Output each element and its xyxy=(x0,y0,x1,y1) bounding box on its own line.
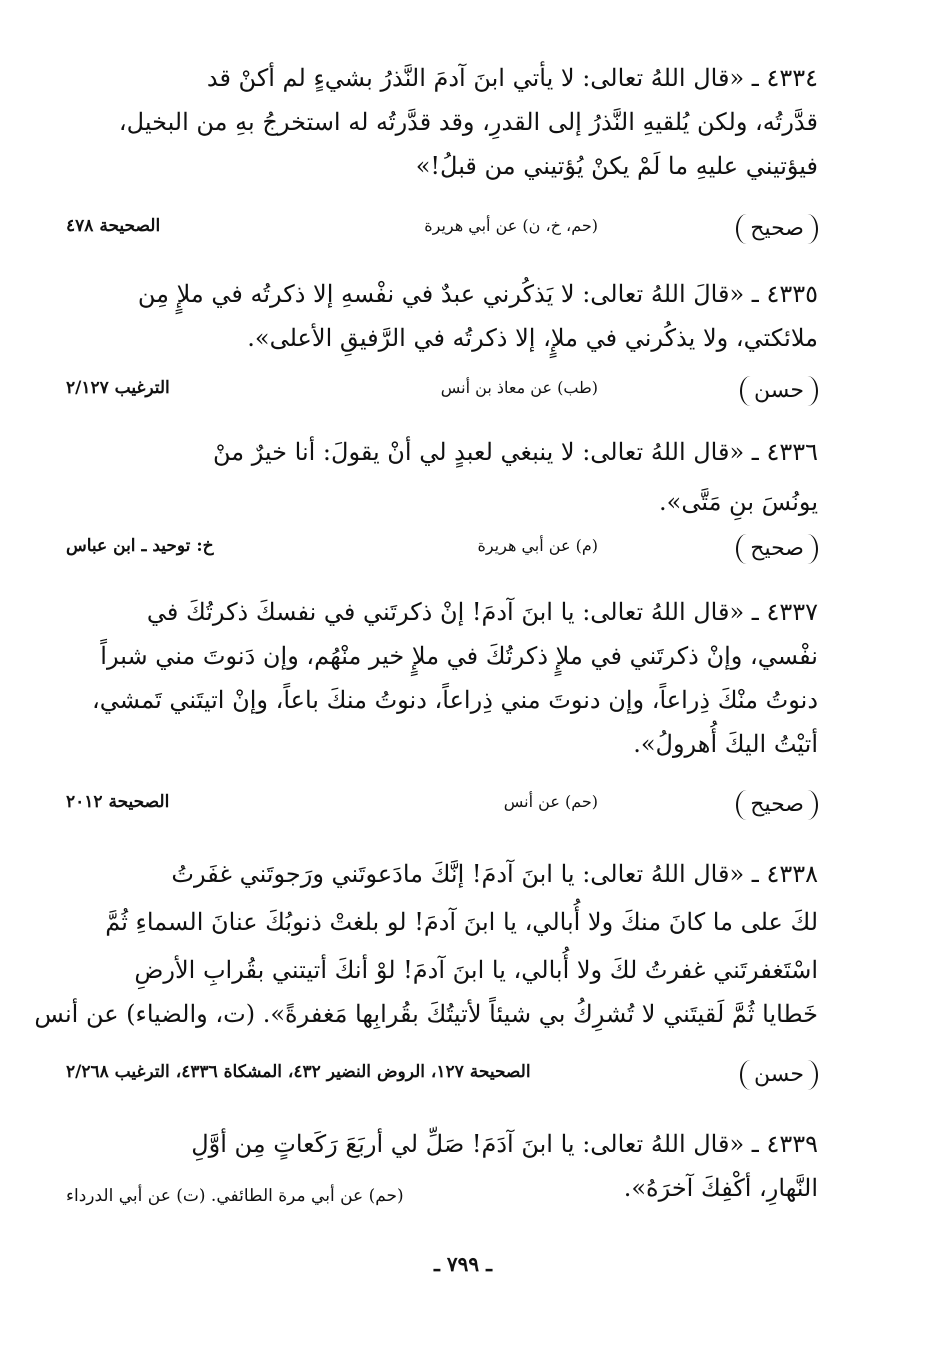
hadith-4336 xyxy=(66,430,818,524)
hadith-line: النَّهارِ، أكْفِكَ آخرَهُ». xyxy=(623,1174,818,1202)
book-reference: خ: توحيد ـ ابن عباس xyxy=(66,536,214,556)
grade-label: حسن xyxy=(740,376,818,406)
source-text: (حم، خ، ن) عن أبي هريرة xyxy=(424,216,598,235)
hadith-line: ملائكتي، ولا يذكُرني في ملإٍ، إلا ذكرتُه في الرَّفيقِ الأعلى». xyxy=(247,324,818,352)
hadith-line: أتيْتُ اليكَ أُهرولُ». xyxy=(633,730,818,758)
hadith-line: ٤٣٣٤ ـ «قال اللهُ تعالى: لا يأتي ابنَ آدمَ النَّذرُ بشيءٍ لم أكنْ قد xyxy=(206,64,818,92)
reference-row xyxy=(66,214,818,248)
reference-row xyxy=(66,1184,596,1218)
hadith-line: ٤٣٣٨ ـ «قال اللهُ تعالى: يا ابنَ آدمَ! إنَّكَ مادَعوتَني ورَجوتَني غفَرتُ xyxy=(171,860,818,888)
hadith-line: نفْسي، وإنْ ذكرتَني في ملإٍ ذكرتُكَ في ملإٍ خير منْهُم، وإن دَنوتَ مني شبراً xyxy=(100,642,818,670)
hadith-line: لكَ على ما كانَ منكَ ولا أُبالي، يا ابنَ آدمَ! لو بلغتْ ذنوبُكَ عنانَ السماءِ ثُمَّ xyxy=(105,908,818,936)
hadith-line: قدَّرتُه، ولكن يُلقيهِ النَّذرُ إلى القدرِ، وقد قدَّرتُه له استخرجُ بهِ من البخيل، xyxy=(118,108,818,136)
reference-row xyxy=(66,790,818,824)
source-text: (م) عن أبي هريرة xyxy=(477,536,598,555)
hadith-line: اسْتَغفرتَني غفرتُ لكَ ولا أُبالي، يا ابنَ آدمَ! لوْ أنكَ أتيتني بقُرابِ الأرضِ xyxy=(134,956,818,984)
grade-label: صحيح xyxy=(736,534,818,564)
hadith-4337 xyxy=(66,590,818,766)
book-reference: الصحيحة ٤٧٨ xyxy=(66,216,161,236)
hadith-line: ٤٣٣٥ ـ «قالَ اللهُ تعالى: لا يَذكُرني عبدٌ في نفْسهِ إلا ذكرتُه في ملإٍ مِن xyxy=(137,280,818,308)
hadith-line: ٤٣٣٩ ـ «قال اللهُ تعالى: يا ابنَ آدَمَ! صَلِّ لي أربَعَ رَكَعاتٍ مِن أوَّلِ xyxy=(191,1130,818,1158)
hadith-line: يونُسَ بنِ مَتَّى». xyxy=(659,488,818,516)
grade-label: حسن xyxy=(740,1060,818,1090)
reference-row xyxy=(66,376,818,410)
hadith-4334 xyxy=(66,56,818,188)
grade-label: صحيح xyxy=(736,790,818,820)
grade-label: صحيح xyxy=(736,214,818,244)
hadith-4338 xyxy=(34,852,818,1036)
hadith-4335 xyxy=(66,272,818,360)
source-text: (طب) عن معاذ بن أنس xyxy=(440,378,598,397)
reference-row xyxy=(66,534,818,568)
book-reference: الصحيحة ٢٠١٢ xyxy=(66,792,170,812)
hadith-line: دنوتُ منْكَ ذِراعاً، وإن دنوتَ مني ذِراعاً، دنوتُ منكَ باعاً، وإنْ اتيتَني تَمشي، xyxy=(92,686,818,714)
book-reference: الترغيب ٢/١٢٧ xyxy=(66,378,170,398)
hadith-line: فيؤتيني عليهِ ما لَمْ يكنْ يُؤتيني من قبلُ!» xyxy=(415,152,818,180)
hadith-line: ٤٣٣٧ ـ «قال اللهُ تعالى: يا ابنَ آدمَ! إنْ ذكرتَني في نفسكَ ذكرتُكَ في xyxy=(146,598,818,626)
hadith-line: خَطايا ثُمَّ لَقيتَني لا تُشرِكُ بي شيئاً لأتيتُكَ بقُرابِها مَغفرةً». (ت، والضياء) عن أنس xyxy=(34,1000,818,1028)
page-number: ـ ٧٩٩ ـ xyxy=(434,1252,492,1276)
book-reference: الصحيحة ١٢٧، الروض النضير ٤٣٢، المشكاة ٤٣٣٦، الترغيب ٢/٢٦٨ xyxy=(66,1062,531,1082)
source-text: (حم) عن أنس xyxy=(503,792,598,811)
source-text: (حم) عن أبي مرة الطائفي. (ت) عن أبي الدرداء xyxy=(66,1186,404,1206)
hadith-line: ٤٣٣٦ ـ «قال اللهُ تعالى: لا ينبغي لعبدٍ لي أنْ يقولَ: أنا خيرٌ منْ xyxy=(212,438,818,466)
reference-row xyxy=(66,1060,818,1094)
